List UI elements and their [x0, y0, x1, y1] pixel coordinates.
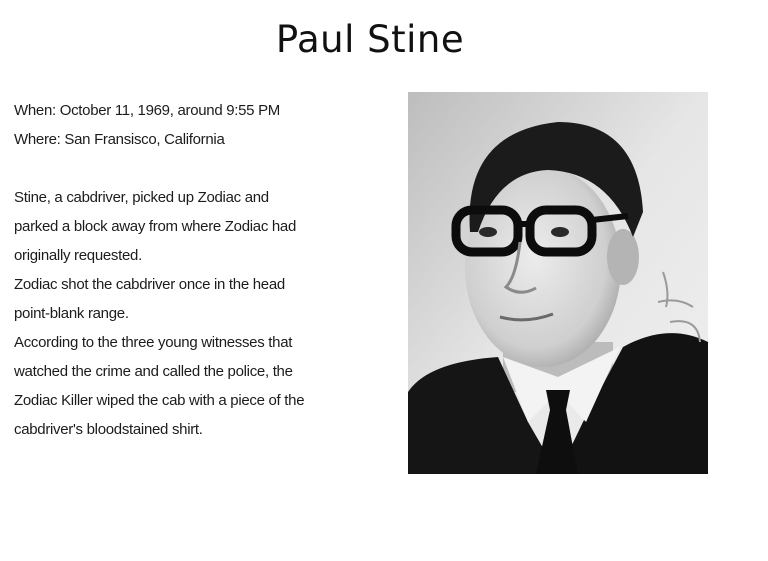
portrait-photo [408, 92, 708, 474]
when-line: When: October 11, 1969, around 9:55 PM [14, 102, 280, 119]
where-line: Where: San Fransisco, California [14, 131, 225, 148]
paragraph-1: Stine, a cabdriver, picked up Zodiac and parked a block away from where Zodiac had originally requested. [14, 189, 297, 264]
slide-body [14, 96, 314, 444]
slide-title: Paul Stine [275, 18, 465, 61]
event-meta [14, 96, 314, 154]
paragraph-3: According to the three young witnesses that watched the crime and called the police, the Zodiac Killer wiped the cab with a piece of the cabdriver's bloodstained shirt. [14, 334, 305, 438]
portrait-photo-icon [408, 92, 708, 474]
paragraph-2: Zodiac shot the cabdriver once in the head point-blank range. [14, 276, 285, 322]
